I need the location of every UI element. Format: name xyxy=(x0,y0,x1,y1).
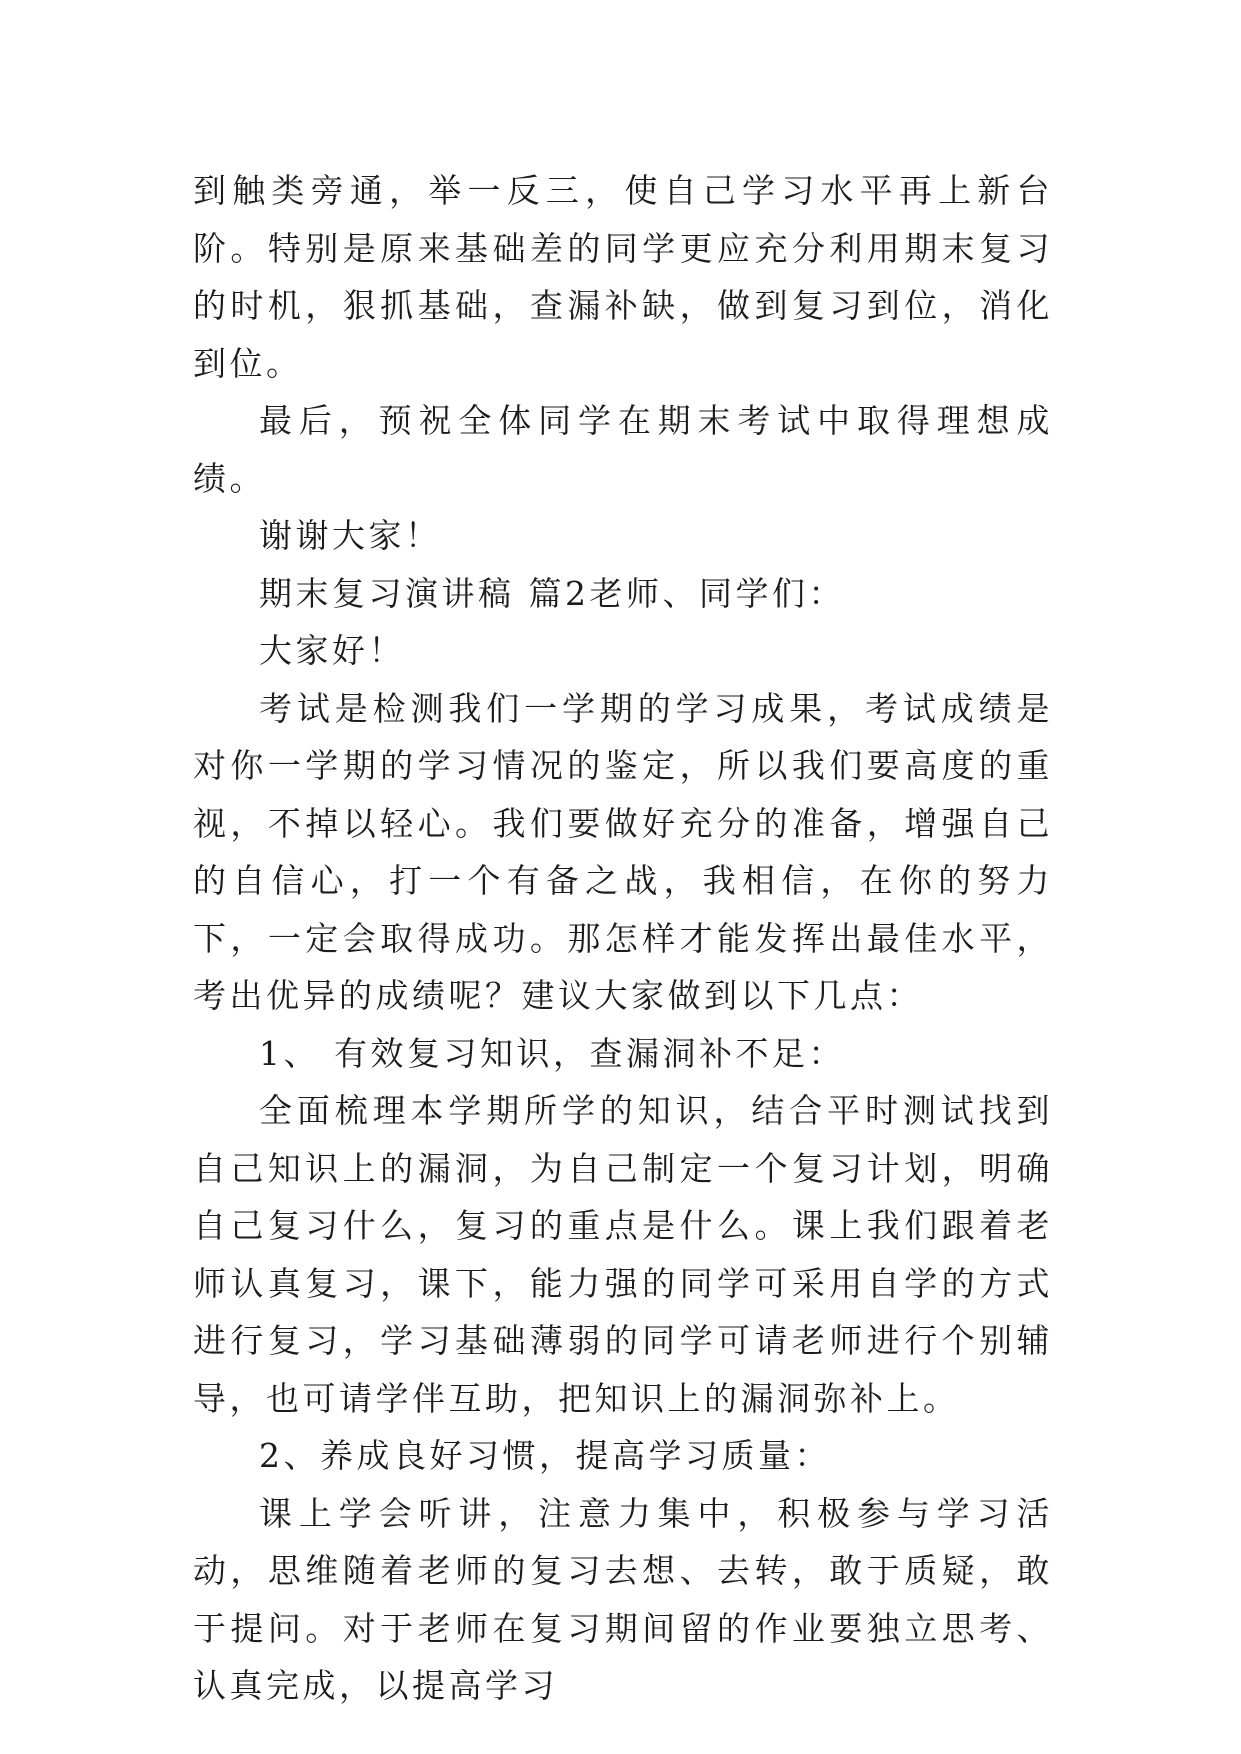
paragraph-2: 最后，预祝全体同学在期末考试中取得理想成绩。 xyxy=(193,401,1053,498)
paragraph-8: 全面梳理本学期所学的知识，结合平时测试找到自己知识上的漏洞，为自己制定一个复习计划，明确自己复习什么，复习的重点是什么。课上我们跟着老师认真复习，课下，能力强的同学可采用自学的方式进行复习，学习基础薄弱的同学可请老师进行个别辅导，也可请学伴互助，把知识上的漏洞弥补上。 xyxy=(193,1091,1053,1418)
paragraph-7-point-1: 1、 有效复习知识，查漏洞补不足： xyxy=(259,1033,845,1073)
paragraph-4-heading: 期末复习演讲稿 篇2老师、同学们： xyxy=(259,573,845,613)
paragraph-10: 课上学会听讲，注意力集中，积极参与学习活动，思维随着老师的复习去想、去转，敢于质疑，敢于提问。对于老师在复习期间留的作业要独立思考、认真完成，以提高学习 xyxy=(193,1493,1053,1705)
paragraph-5: 大家好！ xyxy=(259,631,405,670)
paragraph-6: 考试是检测我们一学期的学习成果，考试成绩是对你一学期的学习情况的鉴定，所以我们要高度的重视，不掉以轻心。我们要做好充分的准备，增强自己的自信心，打一个有备之战，我相信，在你的努力下，一定会取得成功。那怎样才能发挥出最佳水平，考出优异的成绩呢？建议大家做到以下几点： xyxy=(193,688,1053,1015)
paragraph-9-point-2: 2、养成良好习惯，提高学习质量： xyxy=(259,1436,831,1475)
paragraph-3: 谢谢大家！ xyxy=(259,516,442,555)
paragraph-1: 到触类旁通，举一反三，使自己学习水平再上新台阶。特别是原来基础差的同学更应充分利用期末复习的时机，狠抓基础，查漏补缺，做到复习到位，消化到位。 xyxy=(193,171,1053,383)
document-body xyxy=(193,162,1053,1715)
